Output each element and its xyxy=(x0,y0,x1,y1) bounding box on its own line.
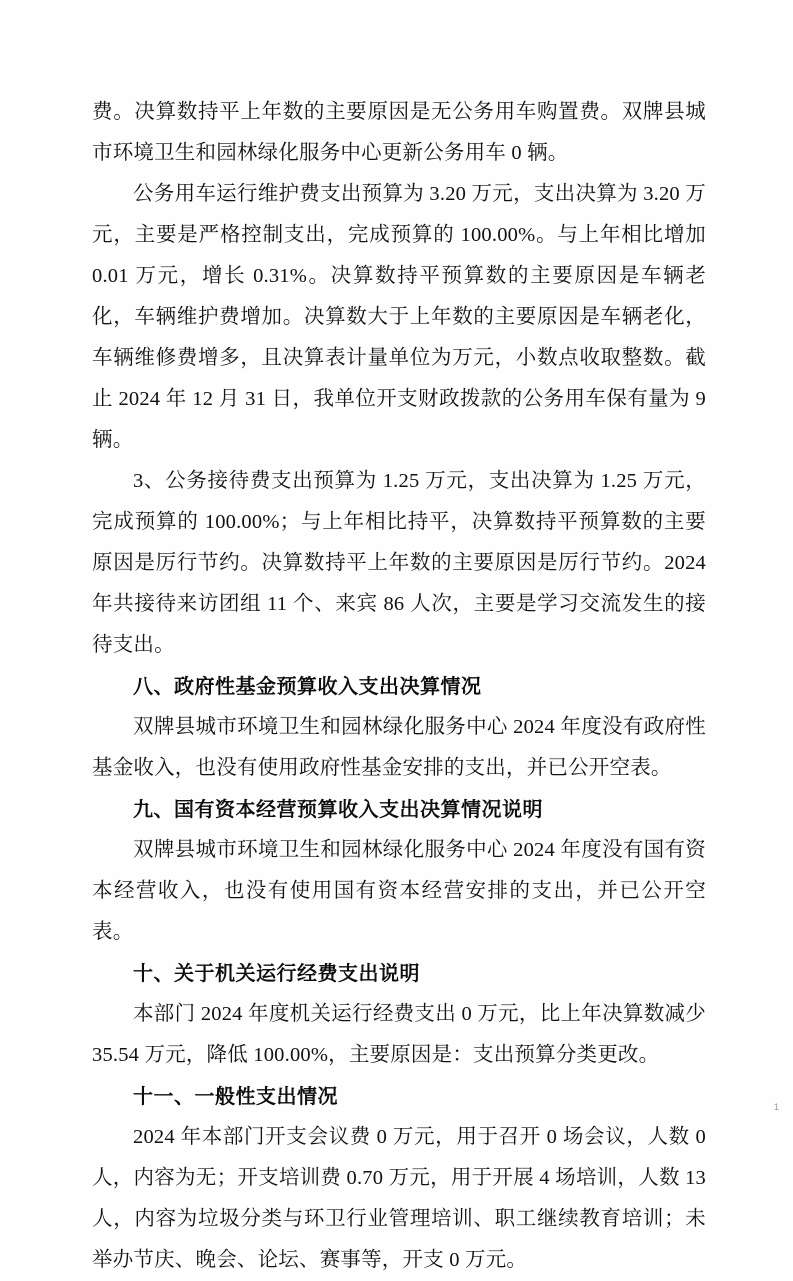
paragraph-state-capital: 双牌县城市环境卫生和园林绿化服务中心 2024 年度没有国有资本经营收入，也没有使用国有资本经营安排的支出，并已公开空表。 xyxy=(92,839,706,943)
paragraph-general-expenditure: 2024 年本部门开支会议费 0 万元，用于召开 0 场会议，人数 0 人，内容为无；开支培训费 0.70 万元，用于开展 4 场培训，人数 13 人，内容为垃圾分类与环卫行业管理培训、职工继续教育培训；未举办节庆、晚会、论坛、赛事等，开支 0 万元。 xyxy=(92,1126,706,1271)
document-body xyxy=(92,92,706,1281)
paragraph-vehicle-maintenance: 公务用车运行维护费支出预算为 3.20 万元，支出决算为 3.20 万元，主要是严格控制支出，完成预算的 100.00%。与上年相比增加 0.01 万元，增长 0.31%。决算数持平预算数的主要原因是车辆老化，车辆维护费增加。决算数大于上年数的主要原因是车辆老化，车辆维修费增多，且决算表计量单位为万元，小数点收取整数。截止 2024 年 12 月 31 日，我单位开支财政拨款的公务用车保有量为 9 辆。 xyxy=(92,183,706,451)
section-heading-general-expenditure: 十一、一般性支出情况 xyxy=(133,1084,338,1108)
section-heading-operating-expenses: 十、关于机关运行经费支出说明 xyxy=(133,961,420,985)
page-number: 1 xyxy=(773,1102,779,1112)
section-heading-state-capital: 九、国有资本经营预算收入支出决算情况说明 xyxy=(133,797,543,821)
paragraph-continuation-vehicle-purchase: 费。决算数持平上年数的主要原因是无公务用车购置费。双牌县城市环境卫生和园林绿化服务中心更新公务用车 0 辆。 xyxy=(92,101,706,164)
paragraph-government-fund: 双牌县城市环境卫生和园林绿化服务中心 2024 年度没有政府性基金收入，也没有使用政府性基金安排的支出，并已公开空表。 xyxy=(92,716,706,779)
paragraph-operating-expenses: 本部门 2024 年度机关运行经费支出 0 万元，比上年决算数减少 35.54 万元，降低 100.00%，主要原因是：支出预算分类更改。 xyxy=(92,1003,706,1066)
section-heading-government-fund: 八、政府性基金预算收入支出决算情况 xyxy=(133,674,482,698)
paragraph-official-reception: 3、公务接待费支出预算为 1.25 万元，支出决算为 1.25 万元，完成预算的 100.00%；与上年相比持平，决算数持平预算数的主要原因是厉行节约。决算数持平上年数的主要原因是厉行节约。2024 年共接待来访团组 11 个、来宾 86 人次，主要是学习交流发生的接待支出。 xyxy=(92,470,706,656)
